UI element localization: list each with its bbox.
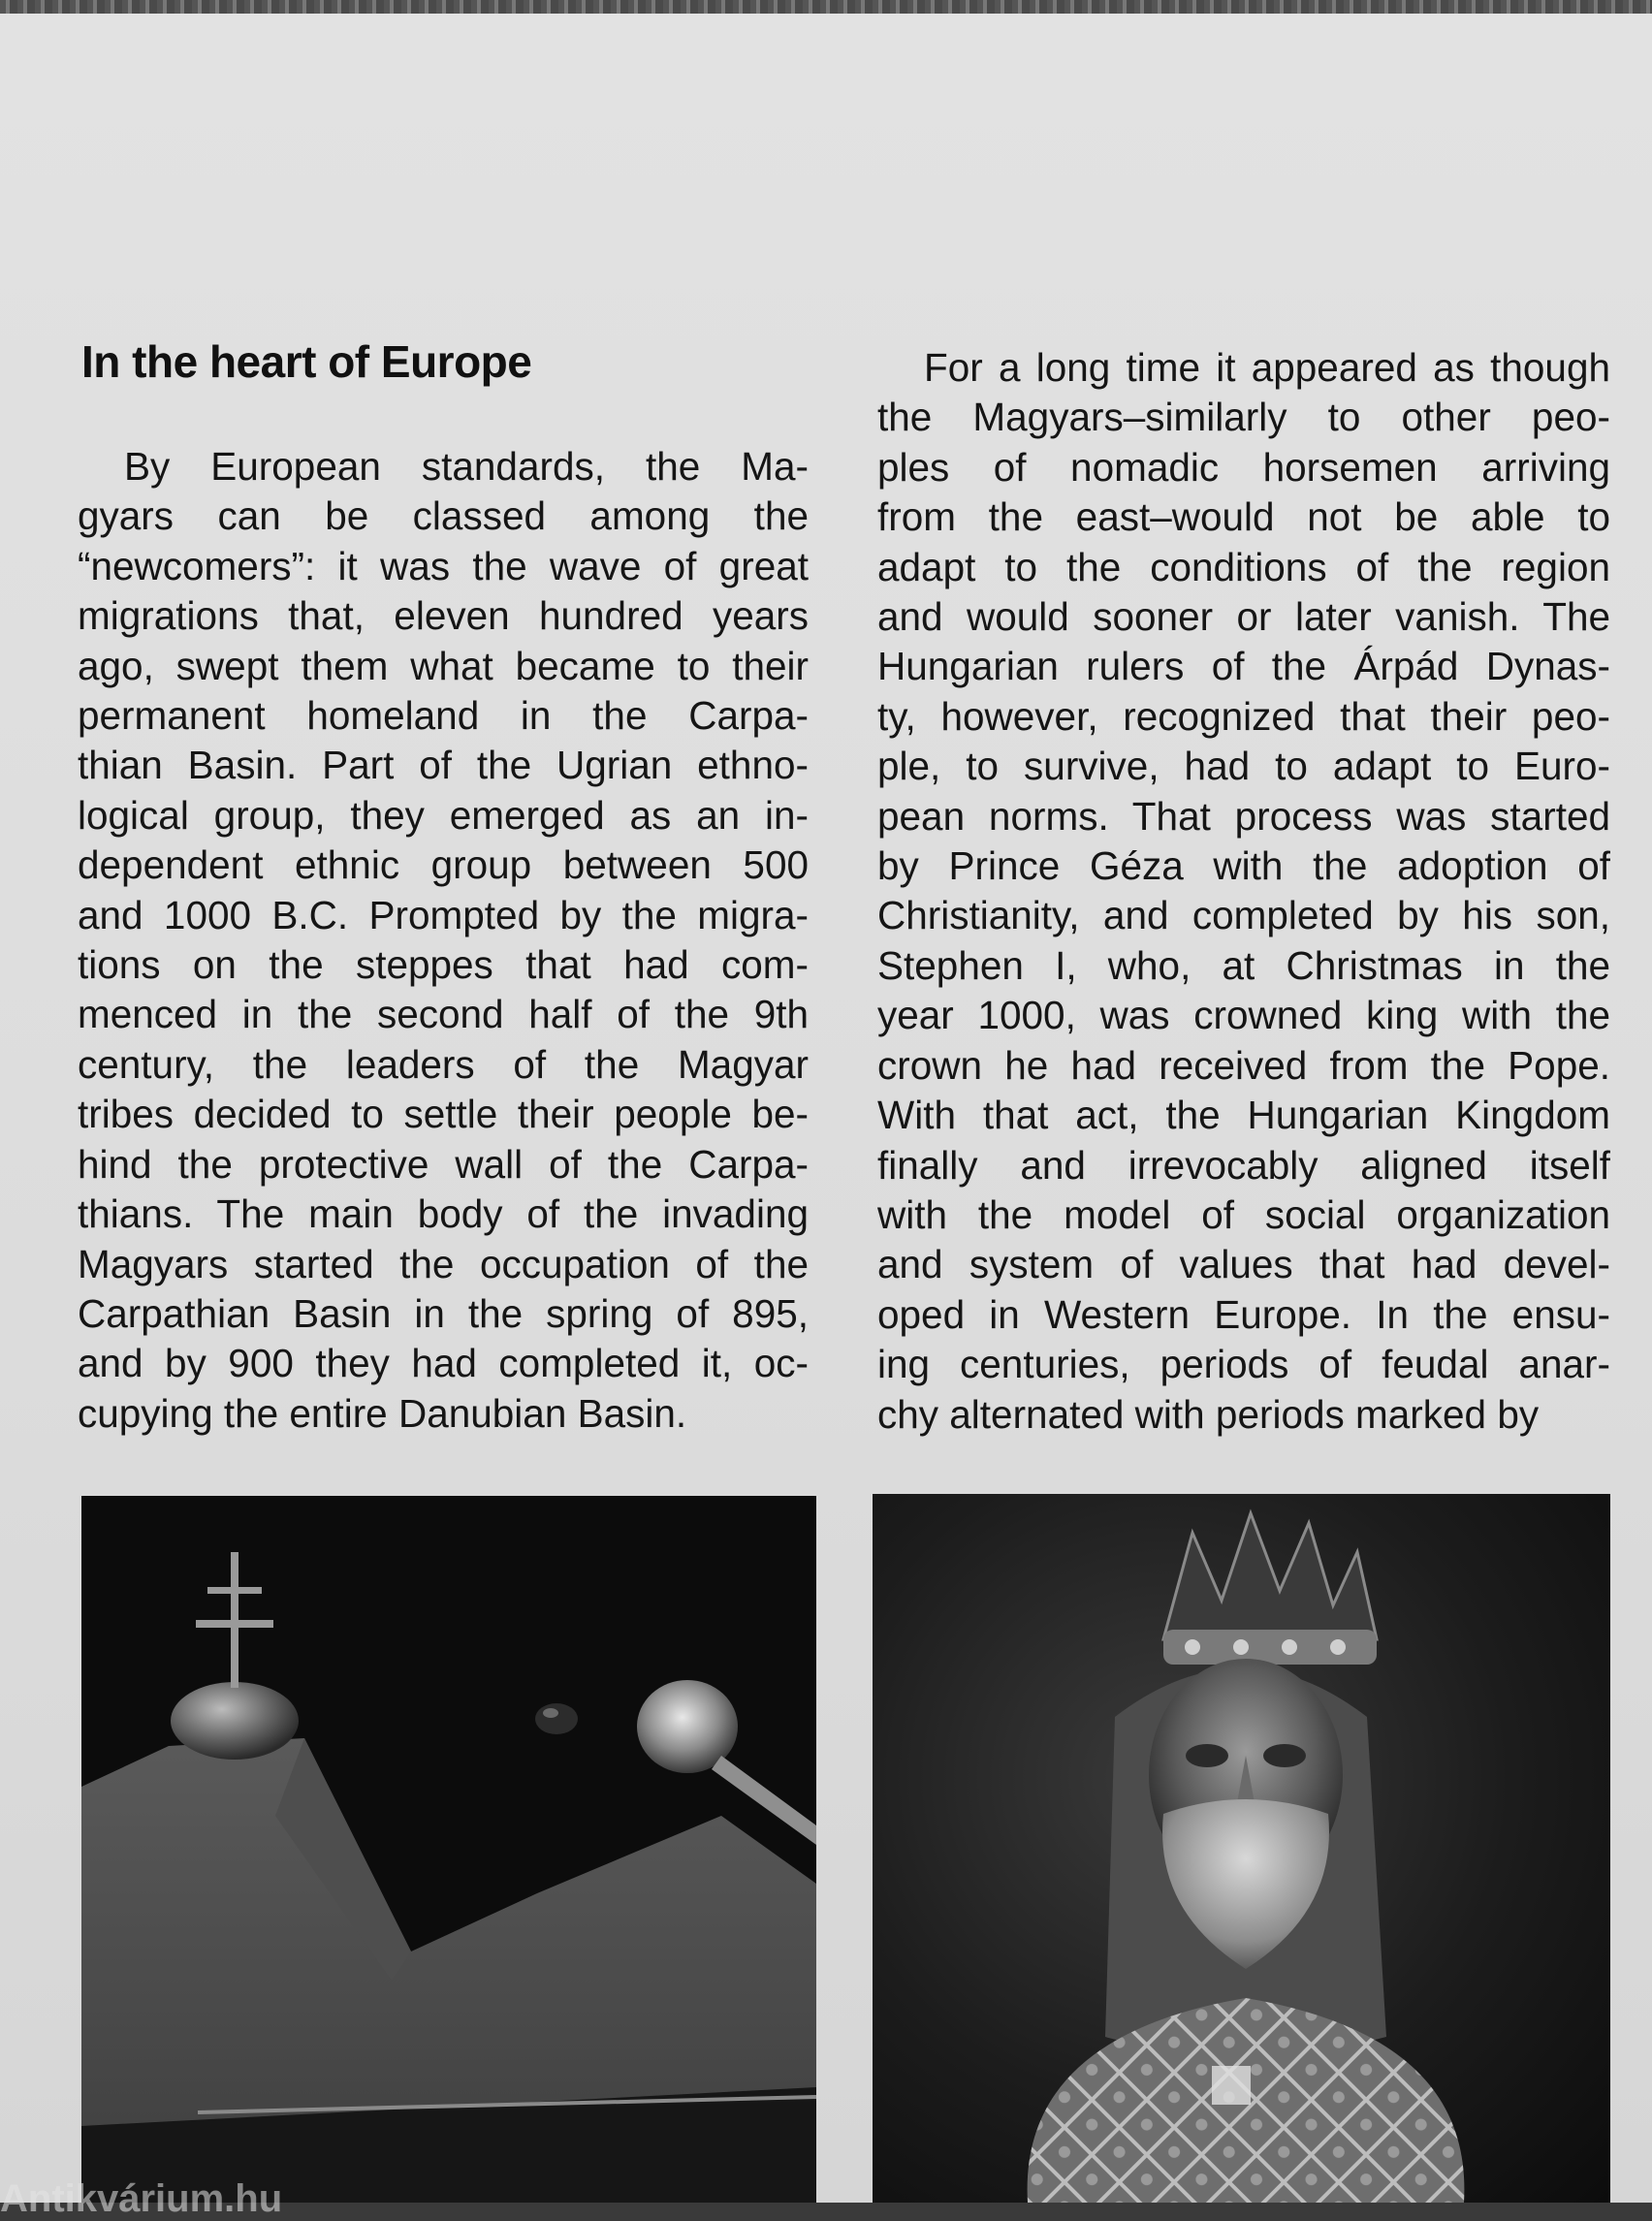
right-column-line: finally and irrevocably aligned itself xyxy=(877,1142,1610,1188)
left-column-line: and by 900 they had completed it, oc- xyxy=(78,1341,809,1386)
right-column-line: crown he had received from the Pope. xyxy=(877,1042,1610,1088)
right-column-line: and would sooner or later vanish. The xyxy=(877,594,1610,640)
reliquary-bust-photo xyxy=(873,1494,1610,2203)
right-column-line: by Prince Géza with the adoption of xyxy=(877,843,1610,889)
left-column-line: gyars can be classed among the xyxy=(78,493,809,539)
left-column-line: permanent homeland in the Carpa- xyxy=(78,693,809,739)
right-column-line: the Magyars–similarly to other peo- xyxy=(877,395,1610,440)
left-column-line: tions on the steppes that had com- xyxy=(78,942,809,988)
left-column-line: tribes decided to settle their people be- xyxy=(78,1092,809,1137)
right-column-line: ple, to survive, had to adapt to Euro- xyxy=(877,744,1610,789)
left-column-line: migrations that, eleven hundred years xyxy=(78,593,809,639)
left-column-line: thians. The main body of the invading xyxy=(78,1191,809,1237)
right-column-line: pean norms. That process was started xyxy=(877,793,1610,839)
left-column-line: logical group, they emerged as an in- xyxy=(78,792,809,838)
right-column-line: oped in Western Europe. In the ensu- xyxy=(877,1291,1610,1337)
right-column-line: ples of nomadic horsemen arriving xyxy=(877,444,1610,490)
left-text-column xyxy=(78,442,809,1439)
right-column-line: with the model of social organization xyxy=(877,1191,1610,1237)
orb-and-sceptre-image xyxy=(81,1496,816,2203)
article-heading: In the heart of Europe xyxy=(81,336,532,387)
right-column-line: ty, however, recognized that their peo- xyxy=(877,693,1610,739)
right-column-line: Christianity, and completed by his son, xyxy=(877,893,1610,938)
right-column-line: With that act, the Hungarian Kingdom xyxy=(877,1093,1610,1138)
right-column-line: Stephen I, who, at Christmas in the xyxy=(877,942,1610,988)
left-column-line: ago, swept them what became to their xyxy=(78,643,809,688)
left-column-line: cupying the entire Danubian Basin. xyxy=(78,1390,687,1436)
right-column-line: year 1000, was crowned king with the xyxy=(877,993,1610,1038)
left-column-line: Carpathian Basin in the spring of 895, xyxy=(78,1290,809,1336)
left-column-line: century, the leaders of the Magyar xyxy=(78,1041,809,1087)
right-column-line: and system of values that had devel- xyxy=(877,1242,1610,1287)
left-column-line: menced in the second half of the 9th xyxy=(78,992,809,1037)
right-text-column xyxy=(877,343,1610,1440)
right-column-line: For a long time it appeared as though xyxy=(924,345,1610,390)
left-column-line: By European standards, the Ma- xyxy=(124,444,809,489)
left-column-line: “newcomers”: it was the wave of great xyxy=(78,543,809,588)
left-column-line: dependent ethnic group between 500 xyxy=(78,842,809,888)
right-column-line: adapt to the conditions of the region xyxy=(877,544,1610,589)
left-column-line: Magyars started the occupation of the xyxy=(78,1241,809,1286)
right-column-line: ing centuries, periods of feudal anar- xyxy=(877,1342,1610,1387)
reliquary-bust-image xyxy=(873,1494,1610,2203)
regalia-photo xyxy=(81,1496,816,2203)
watermark: Antikvárium.hu xyxy=(0,2177,283,2220)
right-column-line: Hungarian rulers of the Árpád Dynas- xyxy=(877,644,1610,689)
left-column-line: and 1000 B.C. Prompted by the migra- xyxy=(78,892,809,937)
left-column-line: thian Basin. Part of the Ugrian ethno- xyxy=(78,743,809,788)
left-column-line: hind the protective wall of the Carpa- xyxy=(78,1141,809,1187)
page-top-edge xyxy=(0,0,1652,14)
right-column-line: chy alternated with periods marked by xyxy=(877,1391,1540,1437)
right-column-line: from the east–would not be able to xyxy=(877,494,1610,540)
